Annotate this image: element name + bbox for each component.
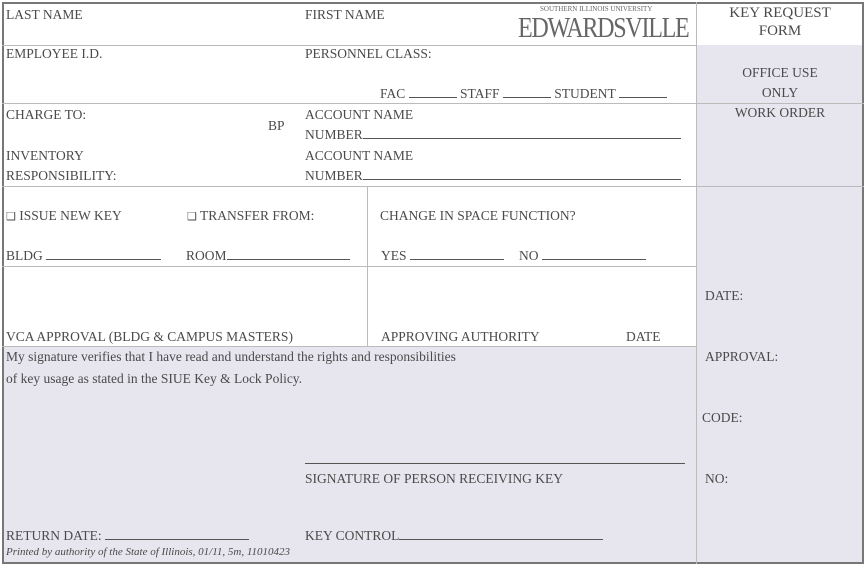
employee-id-label: EMPLOYEE I.D. — [6, 46, 103, 61]
charge-to-label: CHARGE TO: — [6, 107, 87, 122]
responsibility-label: RESPONSIBILITY: — [6, 168, 117, 183]
divider — [2, 346, 696, 347]
signature-line[interactable] — [305, 463, 685, 464]
office-code-label: CODE: — [702, 410, 743, 425]
siue-logo — [518, 5, 694, 43]
office-approval-label: APPROVAL: — [705, 349, 779, 364]
account-name-label: ACCOUNT NAME — [305, 107, 414, 122]
issue-new-key-checkbox[interactable]: ❑ ISSUE NEW KEY — [6, 208, 122, 223]
first-name-label: FIRST NAME — [305, 7, 385, 22]
approval-date-label: DATE — [626, 329, 661, 344]
divider — [2, 103, 864, 104]
work-order-label: WORK ORDER — [734, 105, 826, 120]
logo-edwardsville-text: EDWARDSVILLE — [518, 13, 689, 43]
bldg-field[interactable]: BLDG — [6, 248, 161, 264]
no-field[interactable]: NO — [519, 248, 646, 264]
change-space-label: CHANGE IN SPACE FUNCTION? — [380, 208, 576, 223]
room-field[interactable]: ROOM — [186, 248, 350, 264]
yes-field[interactable]: YES — [381, 248, 504, 264]
bp-label: BP — [268, 118, 285, 133]
signature-statement-2: of key usage as stated in the SIUE Key & Lock Policy. — [6, 371, 303, 386]
inventory-label: INVENTORY — [6, 148, 84, 163]
signature-statement: My signature verifies that I have read and understand the rights and responsibilities — [6, 349, 456, 364]
account-number-field-2[interactable]: NUMBER — [305, 168, 681, 184]
return-date-field[interactable]: RETURN DATE: — [6, 528, 249, 544]
key-control-field[interactable]: KEY CONTROL — [305, 528, 603, 544]
printed-authority-note: Printed by authority of the State of Illinois, 01/11, 5m, 11010423 — [6, 546, 291, 558]
divider — [367, 186, 368, 346]
checkbox-icon: ❑ — [6, 211, 16, 223]
office-no-label: NO: — [705, 471, 729, 486]
personnel-class-label: PERSONNEL CLASS: — [305, 46, 432, 61]
last-name-label: LAST NAME — [6, 7, 83, 22]
vca-approval-label: VCA APPROVAL (BLDG & CAMPUS MASTERS) — [6, 329, 293, 344]
form-title-2: FORM — [758, 23, 802, 39]
office-date-label: DATE: — [705, 288, 744, 303]
divider — [2, 186, 864, 187]
office-use-label: OFFICE USE — [742, 65, 818, 80]
signature-label: SIGNATURE OF PERSON RECEIVING KEY — [305, 471, 564, 486]
approving-authority-label: APPROVING AUTHORITY — [381, 329, 540, 344]
transfer-from-checkbox[interactable]: ❑ TRANSFER FROM: — [187, 208, 315, 223]
account-name-label-2: ACCOUNT NAME — [305, 148, 414, 163]
form-title: KEY REQUEST — [729, 5, 831, 21]
checkbox-icon: ❑ — [187, 211, 197, 223]
divider — [2, 266, 696, 267]
logo-university-text: SOUTHERN ILLINOIS UNIVERSITY — [540, 5, 653, 13]
account-number-field[interactable]: NUMBER — [305, 127, 681, 143]
fac-field[interactable]: FAC STAFF STUDENT — [380, 86, 667, 102]
office-use-only: ONLY — [761, 85, 799, 100]
